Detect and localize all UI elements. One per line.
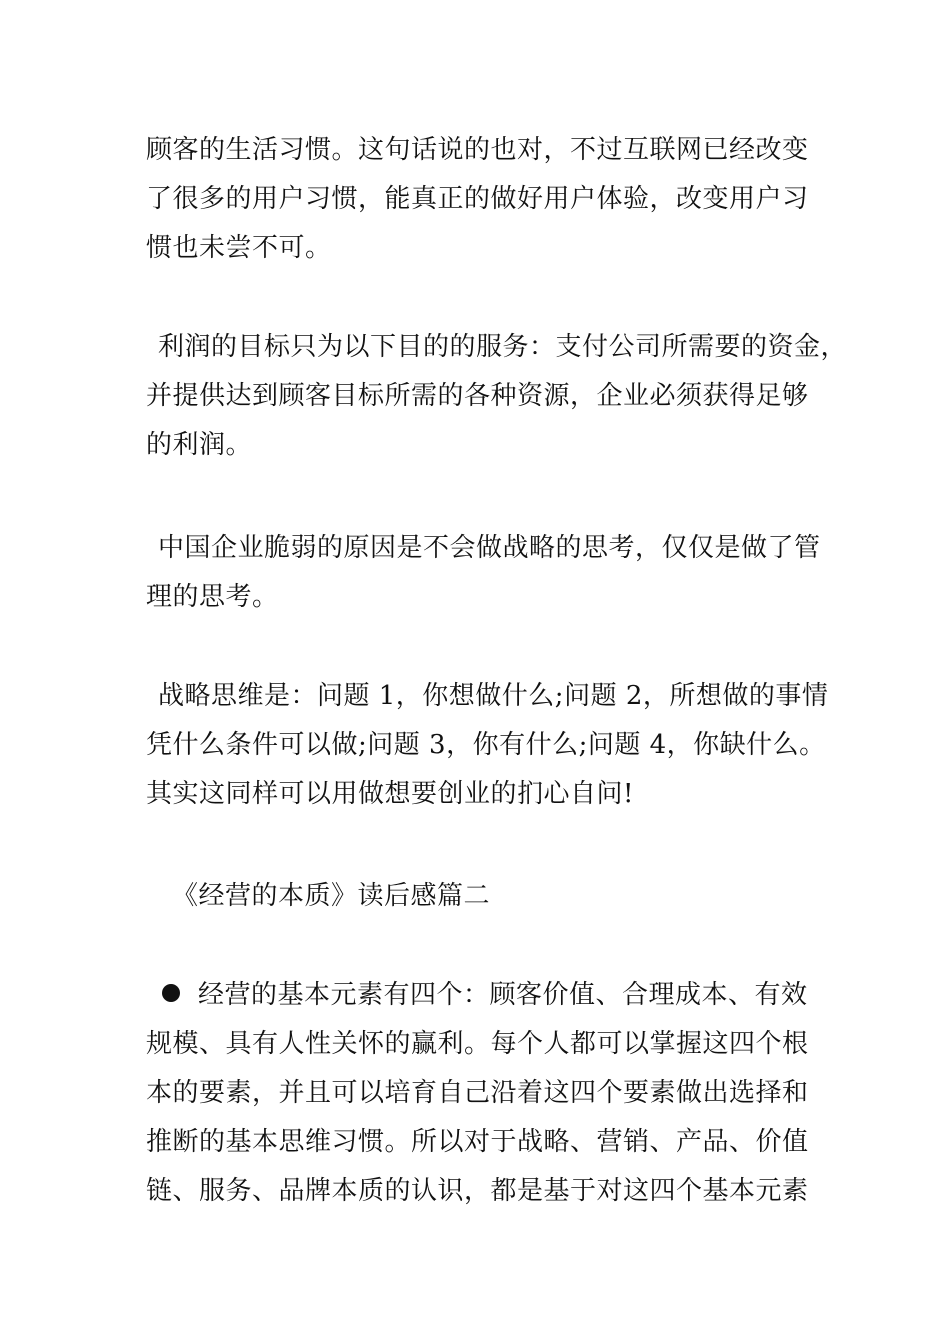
text-line: 本的要素，并且可以培育自己沿着这四个要素做出选择和 [146,1078,809,1108]
paragraph-strategy-thinking [146,524,821,622]
text-line: 利润的目标只为以下目的的服务：支付公司所需要的资金， [158,332,848,362]
text-line: 中国企业脆弱的原因是不会做战略的思考，仅仅是做了管 [158,533,821,563]
text-line: 凭什么条件可以做;问题 3，你有什么;问题 4，你缺什么。 [146,730,826,760]
text-line: 经营的基本元素有四个：顾客价值、合理成本、有效 [198,980,808,1010]
paragraph-profit-goal [146,323,848,470]
text-line: 推断的基本思维习惯。所以对于战略、营销、产品、价值 [146,1127,809,1157]
paragraph-business-elements [146,971,816,1216]
text-line: 的利润。 [146,430,253,460]
bullet-icon [162,984,180,1002]
text-line: 并提供达到顾客目标所需的各种资源，企业必须获得足够 [146,381,809,411]
text-line: 战略思维是：问题 1，你想做什么;问题 2，所想做的事情 [158,681,829,711]
text-line: 理的思考。 [146,582,279,612]
bullet-line [146,971,816,1020]
text-line: 了很多的用户习惯，能真正的做好用户体验，改变用户习 [146,184,809,214]
text-line: 规模、具有人性关怀的赢利。每个人都可以掌握这四个根 [146,1029,809,1059]
text-line: 链、服务、品牌本质的认识，都是基于对这四个基本元素 [146,1176,809,1206]
paragraph-strategic-questions [146,672,829,819]
text-line: 其实这同样可以用做想要创业的扪心自问! [146,779,634,809]
section-heading [146,872,816,921]
text-line: 顾客的生活习惯。这句话说的也对，不过互联网已经改变 [146,135,809,165]
section-title: 《经营的本质》读后感篇二 [172,881,491,911]
paragraph-customer-habits [146,126,816,273]
text-line: 惯也未尝不可。 [146,233,332,263]
